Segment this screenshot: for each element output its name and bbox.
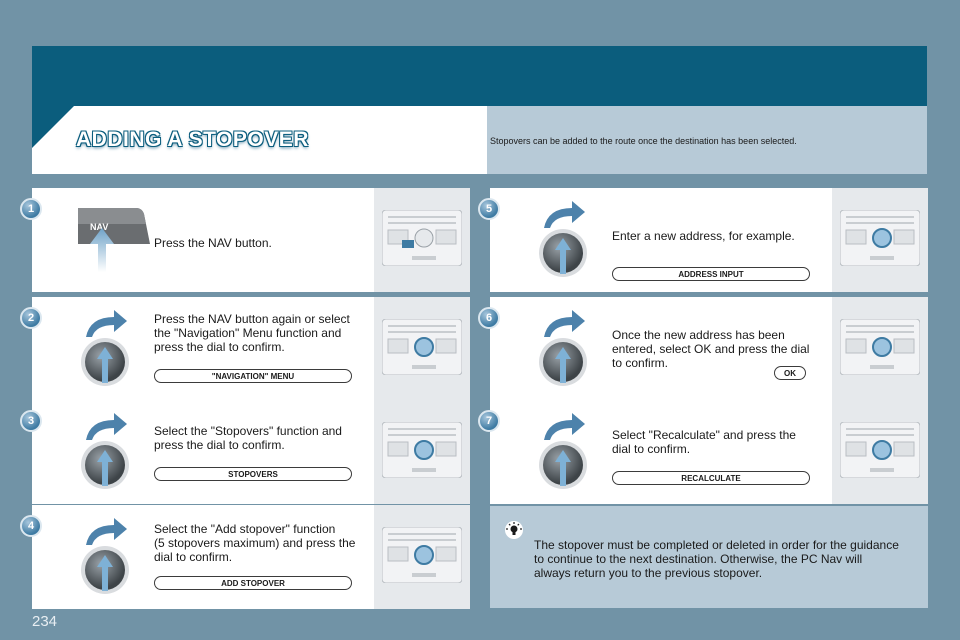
turn-arrow-icon: [84, 309, 128, 339]
step-text-line: Select the "Stopovers" function and: [154, 424, 342, 438]
step-number: 6: [478, 307, 500, 329]
menu-label-pill: RECALCULATE: [612, 471, 810, 485]
step-text-line: entered, select OK and press the dial: [612, 342, 810, 356]
dial-icon: [538, 440, 588, 490]
step-text: [154, 236, 272, 250]
step-text-line: Once the new address has been: [612, 328, 785, 342]
step-text-line: dial to confirm.: [154, 550, 233, 564]
step-text: [154, 522, 355, 564]
radio-panel-icon: [382, 210, 462, 266]
dial-icon: [80, 337, 130, 387]
step-text-line: to confirm.: [612, 356, 669, 370]
menu-label-pill: "NAVIGATION" MENU: [154, 369, 352, 383]
header-banner: [32, 46, 927, 106]
intro-text: Stopovers can be added to the route once the destination has been selected.: [490, 136, 797, 146]
step-number: 4: [20, 515, 42, 537]
tip-text-line: to continue to the next destination. Otherwise, the PC Nav will: [534, 552, 863, 566]
lightbulb-icon: [504, 520, 524, 540]
step-text-line: Select "Recalculate" and press the: [612, 428, 796, 442]
step-text-line: Press the NAV button again or select: [154, 312, 350, 326]
radio-panel-icon: [840, 210, 920, 266]
step-text: [612, 229, 795, 243]
step-text-line: Select the "Add stopover" function: [154, 522, 336, 536]
step-text: [154, 312, 350, 354]
step-card-6: [485, 297, 928, 401]
press-up-arrow-icon: [90, 228, 114, 272]
step-text-line: Enter a new address, for example.: [612, 229, 795, 243]
tip-text-line: always return you to the previous stopover.: [534, 566, 763, 580]
step-text: [612, 428, 796, 456]
dial-icon: [538, 337, 588, 387]
step-card-3: [27, 400, 470, 504]
page-number: 234: [32, 613, 58, 630]
step-text: [612, 328, 809, 370]
menu-label-pill: ADD STOPOVER: [154, 576, 352, 590]
menu-label-pill: STOPOVERS: [154, 467, 352, 481]
step-text-line: press the dial to confirm.: [154, 438, 285, 452]
step-text-line: dial to confirm.: [612, 442, 691, 456]
step-card-4: [27, 505, 470, 609]
radio-panel-icon: [840, 422, 920, 478]
step-text-line: the "Navigation" Menu function and: [154, 326, 342, 340]
radio-panel-icon: [382, 422, 462, 478]
dial-icon: [538, 228, 588, 278]
step-number: 1: [20, 198, 42, 220]
step-number: 7: [478, 410, 500, 432]
turn-arrow-icon: [542, 412, 586, 442]
step-text-line: Press the NAV button.: [154, 236, 272, 250]
tip-box: [490, 506, 928, 608]
turn-arrow-icon: [84, 517, 128, 547]
step-card-7: [485, 400, 928, 504]
ok-label-pill: OK: [774, 366, 806, 380]
page-title: ADDING A STOPOVER: [76, 128, 309, 151]
turn-arrow-icon: [84, 412, 128, 442]
dial-icon: [80, 440, 130, 490]
radio-panel-icon: [382, 319, 462, 375]
step-card-1: [27, 188, 470, 292]
step-card-5: [485, 188, 928, 292]
nav-key-label: NAV: [90, 222, 109, 232]
menu-label-pill: ADDRESS INPUT: [612, 267, 810, 281]
step-text: [154, 424, 342, 452]
turn-arrow-icon: [542, 200, 586, 230]
tip-text-line: The stopover must be completed or deleted in order for the guidance: [534, 538, 899, 552]
radio-panel-icon: [840, 319, 920, 375]
turn-arrow-icon: [542, 309, 586, 339]
dial-icon: [80, 545, 130, 595]
step-card-2: [27, 297, 470, 401]
tip-text: [534, 538, 920, 580]
step-text-line: (5 stopovers maximum) and press the: [154, 536, 356, 550]
title-corner: [32, 106, 74, 148]
step-number: 2: [20, 307, 42, 329]
step-number: 5: [478, 198, 500, 220]
nav-button-icon: [76, 206, 152, 246]
step-text-line: press the dial to confirm.: [154, 340, 285, 354]
step-number: 3: [20, 410, 42, 432]
radio-panel-icon: [382, 527, 462, 583]
